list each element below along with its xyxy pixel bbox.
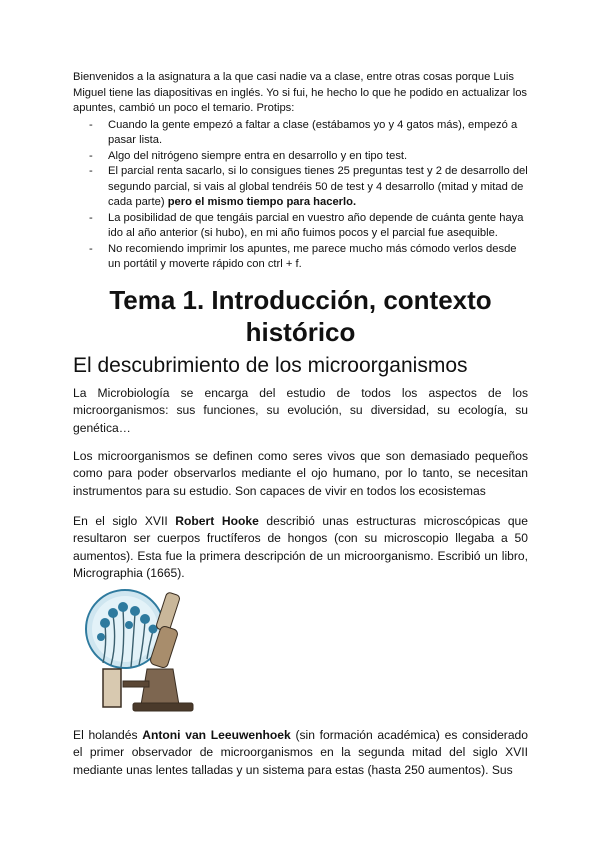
intro-paragraph: Bienvenidos a la asignatura a la que casi nadie va a clase, entre otras cosas porque Luis Miguel tiene las diapositivas en inglés. Yo si fui, he hecho lo que he podido en actualizar los apuntes, cambió un poco el temario. Protips:: [73, 71, 528, 114]
intro-section: [73, 70, 528, 273]
section-title: El descubrimiento de los microorganismos: [73, 354, 468, 377]
list-item: - Algo del nitrógeno siempre entra en desarrollo y en tipo test.: [73, 149, 528, 165]
list-item: - No recomiendo imprimir los apuntes, me parece mucho más cómodo verlos desde un portátil y moverte rápido con ctrl + f.: [73, 242, 528, 273]
hooke-microscope-illustration: [83, 585, 203, 720]
paragraph-hooke: En el siglo XVII Robert Hooke describió unas estructuras microscópicas que resultaron ser cuerpos fructíferos de hongos (con su microscopio llegaba a 50 aumentos). Esta fue la primera descripción de un microorganismo. Escribió un libro, Micrographia (1665).: [73, 514, 529, 580]
list-item: - La posibilidad de que tengáis parcial en vuestro año depende de cuánta gente haya ido al año anterior (si hubo), en mi año fuimos pocos y el parcial fue asequible.: [73, 211, 528, 242]
bold-note: pero el mismo tiempo para hacerlo.: [167, 196, 357, 208]
protips-list: [73, 118, 528, 273]
name-robert-hooke: Robert Hooke: [175, 514, 259, 528]
paragraph-microorganisms: Los microorganismos se definen como seres vivos que son demasiado pequeños como para poder observarlos mediante el ojo humano, por lo tanto, se necesitan instrumentos para su estudio. Son capaces de vivir en todos los ecosistemas: [73, 449, 528, 498]
list-item: - Cuando la gente empezó a faltar a clase (estábamos yo y 4 gatos más), empezó a pasar lista.: [73, 118, 528, 149]
paragraph-leeuwenhoek: El holandés Antoni van Leeuwenhoek (sin formación académica) es considerado el primer observador de microorganismos en la segunda mitad del siglo XVII mediante unas lentes talladas y un sistema para estas (hasta 250 aumentos). Sus: [73, 728, 528, 777]
chapter-title: Tema 1. Introducción, contexto histórico: [109, 285, 492, 347]
paragraph-microbiology: La Microbiología se encarga del estudio de todos los aspectos de los microorganismos: sus funciones, su evolución, su diversidad, su ecología, su genética…: [73, 386, 528, 435]
list-item: - El parcial renta sacarlo, si lo consigues tienes 25 preguntas test y 2 de desarrollo del segundo parcial, si vais al global tendréis 50 de test y 4 desarrollo (mitad y mitad de cada parte) pero el mismo tiempo para hacerlo.: [73, 164, 528, 211]
name-leeuwenhoek: Antoni van Leeuwenhoek: [142, 728, 291, 742]
